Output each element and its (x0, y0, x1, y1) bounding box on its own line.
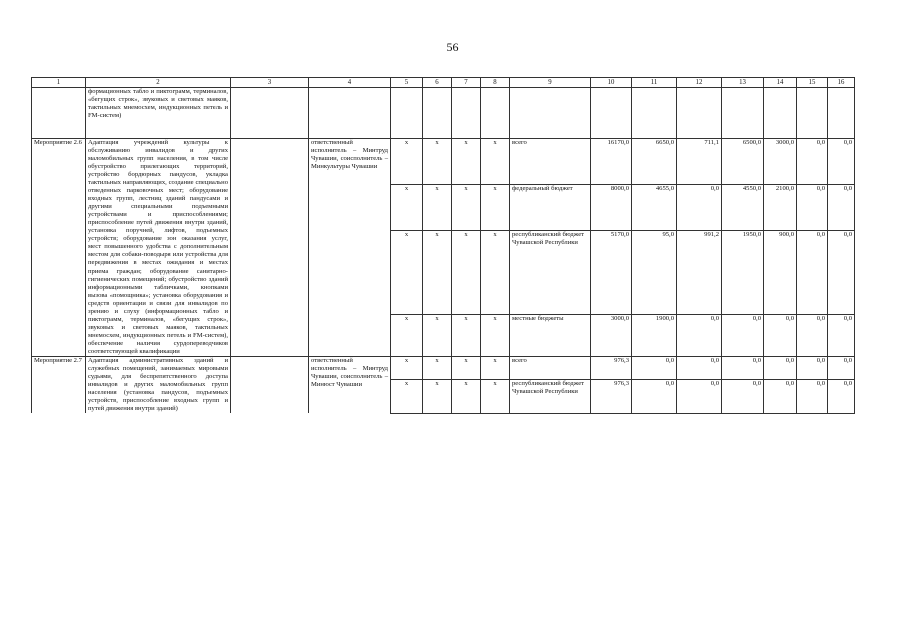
amount-cell: 0,0 (797, 356, 828, 379)
header-cell: 10 (591, 78, 632, 88)
amount-cell: 16170,0 (591, 139, 632, 185)
mark-cell: х (481, 230, 510, 314)
empty-cell (231, 139, 309, 357)
amount-cell: 0,0 (677, 380, 722, 413)
amount-cell: 0,0 (764, 314, 797, 356)
amount-cell: 2100,0 (764, 184, 797, 230)
measure-executor: ответственный исполнитель – Минтруд Чувашии, соисполнитель – Минюст Чувашии (309, 356, 391, 413)
mark-cell: х (481, 356, 510, 379)
mark-cell: х (452, 230, 481, 314)
amount-cell: 1900,0 (632, 314, 677, 356)
header-cell: 11 (632, 78, 677, 88)
header-cell: 14 (764, 78, 797, 88)
amount-cell: 711,1 (677, 139, 722, 185)
measure-id: Мероприятие 2.6 (32, 139, 86, 357)
funding-source: республиканский бюджет Чувашской Республики (510, 230, 591, 314)
mark-cell: х (481, 314, 510, 356)
mark-cell: х (391, 230, 423, 314)
amount-cell: 1950,0 (722, 230, 764, 314)
mark-cell: х (423, 314, 452, 356)
mark-cell: х (452, 139, 481, 185)
amount-cell: 0,0 (722, 380, 764, 413)
amount-cell: 0,0 (828, 314, 855, 356)
program-table (31, 77, 855, 414)
amount-cell: 0,0 (722, 314, 764, 356)
mark-cell: х (481, 380, 510, 413)
header-cell: 2 (86, 78, 231, 88)
amount-cell: 0,0 (797, 380, 828, 413)
mark-cell: х (452, 184, 481, 230)
continuation-row (32, 88, 855, 139)
header-cell: 9 (510, 78, 591, 88)
amount-cell: 0,0 (828, 380, 855, 413)
amount-cell: 0,0 (722, 356, 764, 379)
amount-cell: 0,0 (677, 184, 722, 230)
header-cell: 16 (828, 78, 855, 88)
amount-cell: 0,0 (797, 314, 828, 356)
header-cell: 12 (677, 78, 722, 88)
header-cell: 8 (481, 78, 510, 88)
header-cell: 13 (722, 78, 764, 88)
empty-cell (231, 356, 309, 413)
amount-cell: 976,3 (591, 356, 632, 379)
measure-description: Адаптация учреждений культуры к обслуживанию инвалидов и других маломобильных групп населения, в том числе обустройство прилегающих территорий, устройство бордюрных пандусов, укладка тактильных направляющих, создание специально отведенных парковочных мест; оборудование входных групп, лестниц зданий пандусами и другими специальными подъемными устройствами и приспособлениями; приспособление путей движения внутри зданий, установка поручней, лифтов, подъемных устройств; оборудование зон оказания услуг, мест повышенного удобства с дополнительным местом для собаки-поводыря или устройства для передвижения в местах ожидания и местах приема граждан; оборудование санитарно-гигиенических помещений; обустройство зданий информационными табличками, кнопками вызова «помощника»; установка оборудования и средств ориентации и связи для инвалидов по зрению и слуху (информационных табло и пиктограмм, терминалов, «бегущих строк», звуковых и световых маяков, тактильных мнемосхем, индукционных петель и FM-систем), обеспечение наличия сурдопереводчиков соответствующей квалификации (86, 139, 231, 357)
amount-cell: 5170,0 (591, 230, 632, 314)
continuation-text: формационных табло и пиктограмм, терминалов, «бегущих строк», звуковых и световых маяков, тактильных мнемосхем, индукционных петель и FM-систем) (86, 88, 231, 139)
funding-source: федеральный бюджет (510, 184, 591, 230)
mark-cell: х (423, 356, 452, 379)
mark-cell: х (391, 380, 423, 413)
mark-cell: х (391, 356, 423, 379)
amount-cell: 0,0 (764, 380, 797, 413)
funding-source: всего (510, 139, 591, 185)
measure-executor: ответственный исполнитель – Минтруд Чувашии, соисполнитель – Минкультуры Чувашии (309, 139, 391, 357)
amount-cell: 6500,0 (722, 139, 764, 185)
amount-cell: 4655,0 (632, 184, 677, 230)
measure-row (32, 139, 855, 185)
funding-source: местные бюджеты (510, 314, 591, 356)
amount-cell: 3000,0 (591, 314, 632, 356)
page-number: 56 (446, 40, 459, 54)
amount-cell: 95,0 (632, 230, 677, 314)
amount-cell: 0,0 (828, 356, 855, 379)
amount-cell: 4550,0 (722, 184, 764, 230)
measure-description: Адаптация административных зданий и служебных помещений, занимаемых мировыми судьями, для беспрепятственного доступа инвалидов и других маломобильных групп населения (установка пандусов, подъемных устройств, приспособление входных групп и путей движения внутри зданий) (86, 356, 231, 413)
header-cell: 7 (452, 78, 481, 88)
mark-cell: х (423, 139, 452, 185)
amount-cell: 0,0 (828, 230, 855, 314)
amount-cell: 991,2 (677, 230, 722, 314)
amount-cell: 0,0 (828, 139, 855, 185)
measure-id: Мероприятие 2.7 (32, 356, 86, 413)
header-cell: 1 (32, 78, 86, 88)
amount-cell: 0,0 (632, 356, 677, 379)
mark-cell: х (391, 314, 423, 356)
funding-source: республиканский бюджет Чувашской Республики (510, 380, 591, 413)
amount-cell: 0,0 (797, 230, 828, 314)
amount-cell: 976,3 (591, 380, 632, 413)
funding-source: всего (510, 356, 591, 379)
amount-cell: 900,0 (764, 230, 797, 314)
amount-cell: 6650,0 (632, 139, 677, 185)
mark-cell: х (481, 139, 510, 185)
amount-cell: 0,0 (797, 139, 828, 185)
header-cell: 4 (309, 78, 391, 88)
mark-cell: х (391, 139, 423, 185)
amount-cell: 0,0 (632, 380, 677, 413)
mark-cell: х (452, 380, 481, 413)
header-cell: 6 (423, 78, 452, 88)
amount-cell: 0,0 (677, 314, 722, 356)
mark-cell: х (423, 230, 452, 314)
mark-cell: х (391, 184, 423, 230)
mark-cell: х (423, 184, 452, 230)
table-header-row (32, 78, 855, 88)
header-cell: 15 (797, 78, 828, 88)
amount-cell: 0,0 (797, 184, 828, 230)
amount-cell: 0,0 (677, 356, 722, 379)
mark-cell: х (452, 356, 481, 379)
measure-row (32, 356, 855, 379)
amount-cell: 8000,0 (591, 184, 632, 230)
mark-cell: х (452, 314, 481, 356)
amount-cell: 0,0 (764, 356, 797, 379)
header-cell: 3 (231, 78, 309, 88)
table-body (32, 78, 855, 414)
amount-cell: 3000,0 (764, 139, 797, 185)
mark-cell: х (423, 380, 452, 413)
amount-cell: 0,0 (828, 184, 855, 230)
mark-cell: х (481, 184, 510, 230)
header-cell: 5 (391, 78, 423, 88)
